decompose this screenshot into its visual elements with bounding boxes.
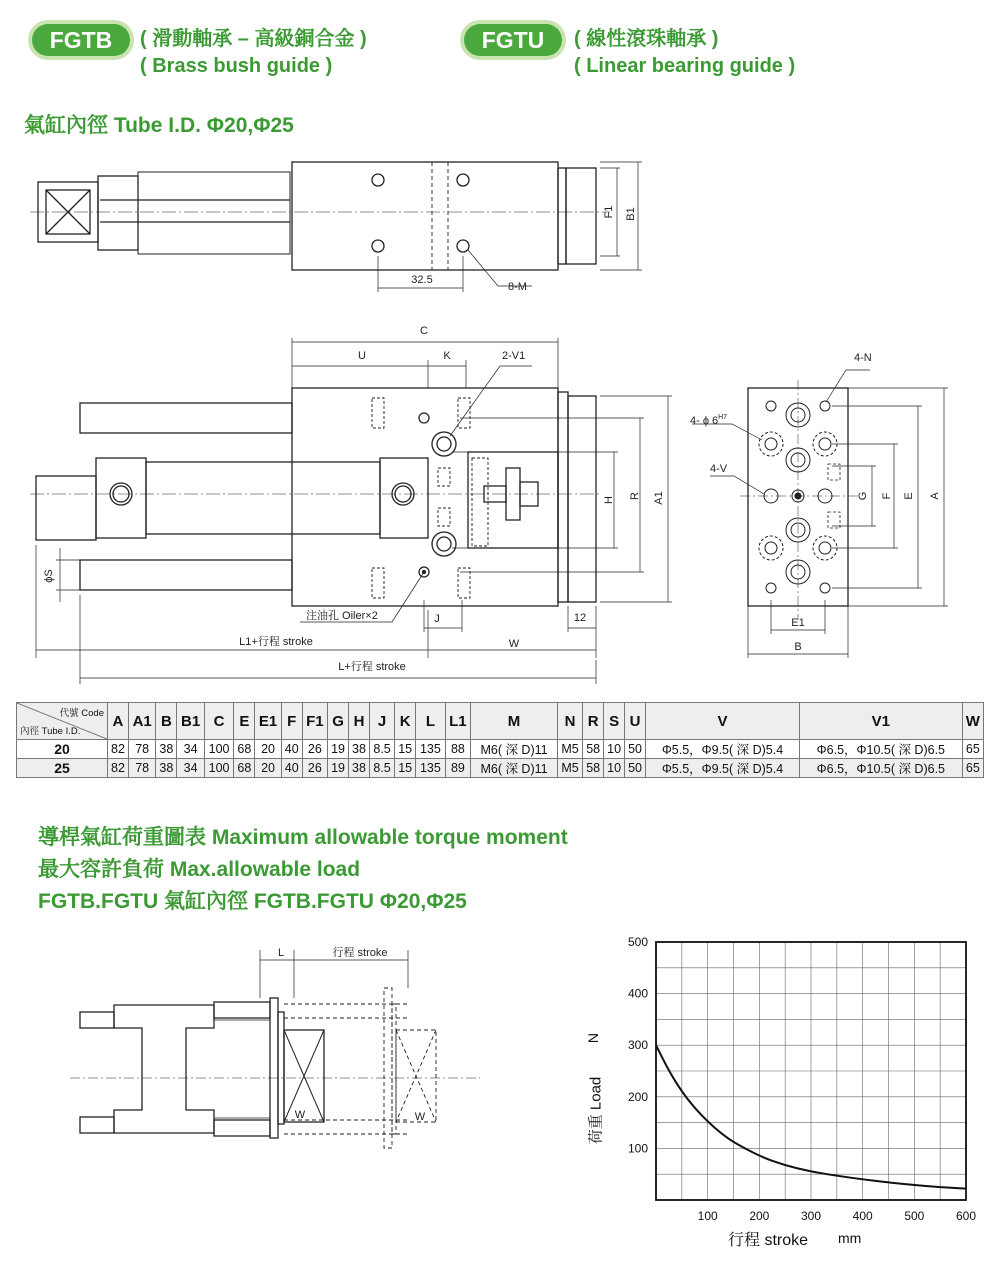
dim-b1: B1 [625,207,637,221]
y-tick-label: 200 [627,1089,648,1104]
table-cell: 20 [255,740,281,759]
row-size: 20 [17,740,108,759]
table-cell: 68 [234,740,255,759]
table-cell: 88 [445,740,470,759]
col-c: C [204,703,234,740]
col-u: U [625,703,646,740]
col-a1: A1 [128,703,155,740]
table-cell: 26 [302,740,327,759]
table-cell: 15 [395,740,416,759]
table-cell: 38 [156,759,177,778]
table-cell: 10 [604,740,625,759]
dim-j: J [434,613,440,625]
x-tick-label: 600 [955,1209,977,1223]
y-tick-label: 500 [627,935,648,949]
table-cell: 58 [583,759,604,778]
col-h: H [349,703,370,740]
dim-a1: A1 [653,491,665,505]
table-cell: 89 [445,759,470,778]
dim-h: H [603,496,615,504]
corner-code: 代號 Code [59,708,104,719]
fgtb-name-en: ( Brass bush guide ) [140,55,333,77]
col-l: L [416,703,446,740]
col-a: A [108,703,129,740]
side-view [692,370,948,658]
table-cell: 68 [234,759,255,778]
table-cell: 78 [128,740,155,759]
table-cell: 34 [177,759,204,778]
chart-yunit: N [585,1032,602,1044]
dim-4n: 4-N [854,352,872,364]
table-cell: 135 [416,740,446,759]
table-cell: M5 [557,759,582,778]
load-dim-stroke: 行程 stroke [332,947,388,959]
table-cell: Φ5.5，Φ9.5( 深 D)5.4 [645,740,799,759]
y-tick-label: 100 [627,1141,648,1156]
dim-s: ϕS [43,569,55,583]
dim-c: C [420,325,428,337]
table-cell: 100 [204,759,234,778]
table-cell: 65 [962,740,983,759]
load-chart [582,925,982,1265]
x-tick-label: 100 [697,1209,718,1223]
table-cell: 19 [328,740,349,759]
col-l1: L1 [445,703,470,740]
table-cell: M6( 深 D)11 [471,740,558,759]
dim-f1: F1 [603,205,615,219]
table-cell: M6( 深 D)11 [471,759,558,778]
table-cell: 38 [156,740,177,759]
dim-l1: L1+行程 stroke [239,636,313,648]
x-tick-label: 500 [904,1209,925,1223]
table-cell: 65 [962,759,983,778]
table-cell: M5 [557,740,582,759]
col-f: F [281,703,302,740]
table-cell: 8.5 [369,759,394,778]
table-cell: 10 [604,759,625,778]
oiler-label: 注油孔 Oiler×2 [306,610,378,622]
table-cell: 38 [349,740,370,759]
dim-b: B [794,641,802,653]
col-m: M [471,703,558,740]
col-n: N [557,703,582,740]
dim-32-5: 32.5 [411,274,433,286]
x-tick-label: 400 [852,1209,873,1223]
fgtu-code: FGTU [464,24,562,56]
col-b: B [156,703,177,740]
dim-h7: H7 [718,414,728,421]
chart-xunit: mm [838,1230,862,1246]
top-view [30,162,642,292]
dim-e1: E1 [791,617,805,629]
table-cell: Φ6.5，Φ10.5( 深 D)6.5 [800,740,963,759]
table-cell: 78 [128,759,155,778]
table-cell: 135 [416,759,446,778]
dim-r: R [629,492,641,500]
load-dim-l: L [277,947,285,959]
moment-heading-2: 最大容許負荷 Max.allowable load [38,858,361,881]
col-b1: B1 [177,703,204,740]
dim-l: L+行程 stroke [338,661,406,673]
col-e1: E1 [255,703,281,740]
table-cell: Φ6.5，Φ10.5( 深 D)6.5 [800,759,963,778]
table-cell: 58 [583,740,604,759]
dim-4phi6 [690,414,727,427]
col-v: V [645,703,799,740]
col-s: S [604,703,625,740]
row-size: 25 [17,759,108,778]
table-cell: 50 [625,740,646,759]
table-cell: 82 [108,759,129,778]
corner-tube: 內徑 Tube I.D. [20,726,81,737]
fgtb-code: FGTB [32,24,130,56]
table-corner [17,703,108,740]
table-cell: 82 [108,740,129,759]
tube-heading: 氣缸內徑 Tube I.D. Φ20,Φ25 [24,114,294,137]
y-tick-label: 300 [627,1038,648,1053]
dim-a: A [929,492,941,500]
moment-heading-1: 導桿氣缸荷重圖表 Maximum allowable torque moment [38,826,568,849]
dim-e: E [903,492,915,500]
col-v1: V1 [800,703,963,740]
table-cell: 20 [255,759,281,778]
chart-grid [656,942,966,1200]
table-cell: 40 [281,759,302,778]
table-cell: 26 [302,759,327,778]
table-cell: 40 [281,740,302,759]
spec-table [16,702,984,778]
y-tick-label: 400 [627,986,648,1001]
dim-8m: 8-M [508,281,527,293]
col-k: K [395,703,416,740]
table-cell: 15 [395,759,416,778]
table-cell: 38 [349,759,370,778]
load-diagram [60,940,500,1170]
col-e: E [234,703,255,740]
dim-4v: 4-V [710,463,728,475]
table-cell: Φ5.5，Φ9.5( 深 D)5.4 [645,759,799,778]
chart-ylabel: 荷重 Load [587,1076,605,1145]
moment-heading-3: FGTB.FGTU 氣缸內徑 FGTB.FGTU Φ20,Φ25 [38,890,467,913]
col-j: J [369,703,394,740]
chart-xlabel: 行程 stroke [728,1232,809,1249]
fgtu-name-en: ( Linear bearing guide ) [574,55,796,77]
table-cell: 19 [328,759,349,778]
table-row [17,759,984,778]
col-f1: F1 [302,703,327,740]
col-w: W [962,703,983,740]
table-body [17,740,984,778]
table-cell: 100 [204,740,234,759]
table-cell: 8.5 [369,740,394,759]
dim-2v1: 2-V1 [502,350,526,362]
dim-k: K [443,350,451,362]
table-cell: 50 [625,759,646,778]
dim-f: F [881,492,893,500]
dim-g: G [857,491,869,501]
dim-u: U [358,350,366,362]
table-cell: 34 [177,740,204,759]
x-tick-label: 200 [749,1209,770,1223]
fgtb-name-cn: ( 滑動軸承 – 高級銅合金 ) [140,28,367,50]
x-tick-label: 300 [800,1209,822,1223]
col-g: G [328,703,349,740]
load-w-1: W [294,1109,306,1121]
dim-4phi6-text: 4- ϕ 6 [690,415,719,427]
fgtu-name-cn: ( 線性滾珠軸承 ) [574,28,719,50]
front-view [30,338,672,684]
chart-y-ticks [628,935,648,1155]
table-row [17,740,984,759]
chart-x-ticks [698,1209,977,1223]
col-r: R [583,703,604,740]
dim-w: W [508,638,520,650]
dim-12: 12 [573,612,587,624]
load-w-2: W [414,1111,426,1123]
